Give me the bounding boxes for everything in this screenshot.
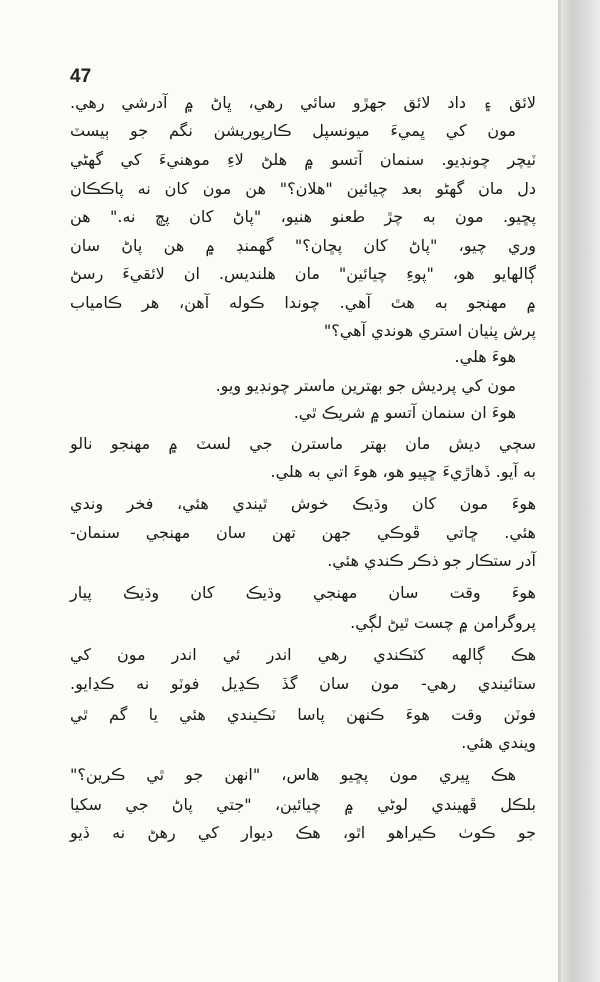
text-line: پروگرامن ۾ چست ٿيڻ لڳي. (350, 613, 536, 632)
text-line: هئي. ڇاتي ڦوڪي جهن تهن سان مهنجي سنمان- (70, 523, 536, 542)
text-line: به آيو. ڏهاڙيءَ ڇپيو هو، هوءَ اتي به هلي. (270, 462, 536, 481)
text-line: جو ڪوٺ ڪيراهو اٿو، هڪ ديوار کي رهڻ نه ڏيو (70, 823, 536, 842)
text-line: ڳالهايو هو، "پوءِ چيائين" مان هلنديس. ان لائقيءَ رسڻ (70, 264, 536, 283)
page-number: 47 (70, 66, 92, 87)
text-line: هوءَ ان سنمان آتسو ۾ شريڪ ٿي. (293, 403, 516, 422)
text-line: آدر ستڪار جو ذڪر ڪندي هئي. (327, 551, 536, 570)
text-line: فوٽن وقت هوءَ ڪنهن پاسا ٽڪيندي هئي يا گم ٿي (70, 705, 536, 724)
text-line: ۾ مهنجو به هٿ آهي. چوندا ڪوله آهن، هر ڪامياب (70, 293, 536, 312)
text-line: سڄي ديش مان بهتر ماسترن جي لسٽ ۾ مهنجو نالو (70, 434, 536, 453)
text-line: ستائيندي رهي- مون سان گڏ ڪڍيل فوٽو نه ڪڍايو. (70, 674, 536, 693)
text-line: لائق ۽ داد لائق جهڙو سائي رهي، ڀاڻ ۾ آدرشي رهي. (70, 93, 536, 112)
text-line: وري چيو، "پاڻ کان پڇان؟" گهمنڊ ۾ هن پاڻ سان (70, 236, 536, 255)
text-line: هڪ ڳالهه کٽڪندي رهي اندر ئي اندر مون کي (70, 645, 536, 664)
text-line: مون کي پرديش جو بهترين ماستر چونڊيو ويو. (215, 376, 516, 395)
text-line: پرش پٺيان استري هوندي آهي؟" (323, 321, 536, 340)
text-line: هوءَ مون کان وڌيڪ خوش ٿيندي هئي، فخر وندي (70, 494, 536, 513)
text-line: پڇيو. مون به چڙ طعنو هنيو، "پاڻ کان پڇ نه." هن (70, 207, 536, 226)
book-binding-shadow (558, 0, 600, 982)
text-line: هوءَ هلي. (454, 347, 516, 366)
text-line: بلڪل ڦهيندي لوڻي ۾ چيائين، "جتي پاڻ جي سکيا (70, 795, 536, 814)
text-line: دل مان گهڻو بعد چيائين "هلان؟" هن مون کان نه پاڪڪان (70, 179, 536, 198)
text-line: هوءَ وقت سان مهنجي وڌيڪ کان وڌيڪ پيار (70, 583, 536, 602)
text-line: ٽيچر چونڊيو. سنمان آتسو ۾ هلڻ لاءِ موهنيءَ کي گهڻي (70, 150, 536, 169)
text-line: مون کي ڀميءَ ميونسپل ڪارپوريشن نگم جو ٻيسٽ (70, 121, 516, 140)
text-line: هڪ ڀيري مون پڇيو هاس، "انهن جو ٿي ڪرين؟" (70, 765, 516, 784)
text-line: ويندي هئي. (461, 733, 536, 752)
